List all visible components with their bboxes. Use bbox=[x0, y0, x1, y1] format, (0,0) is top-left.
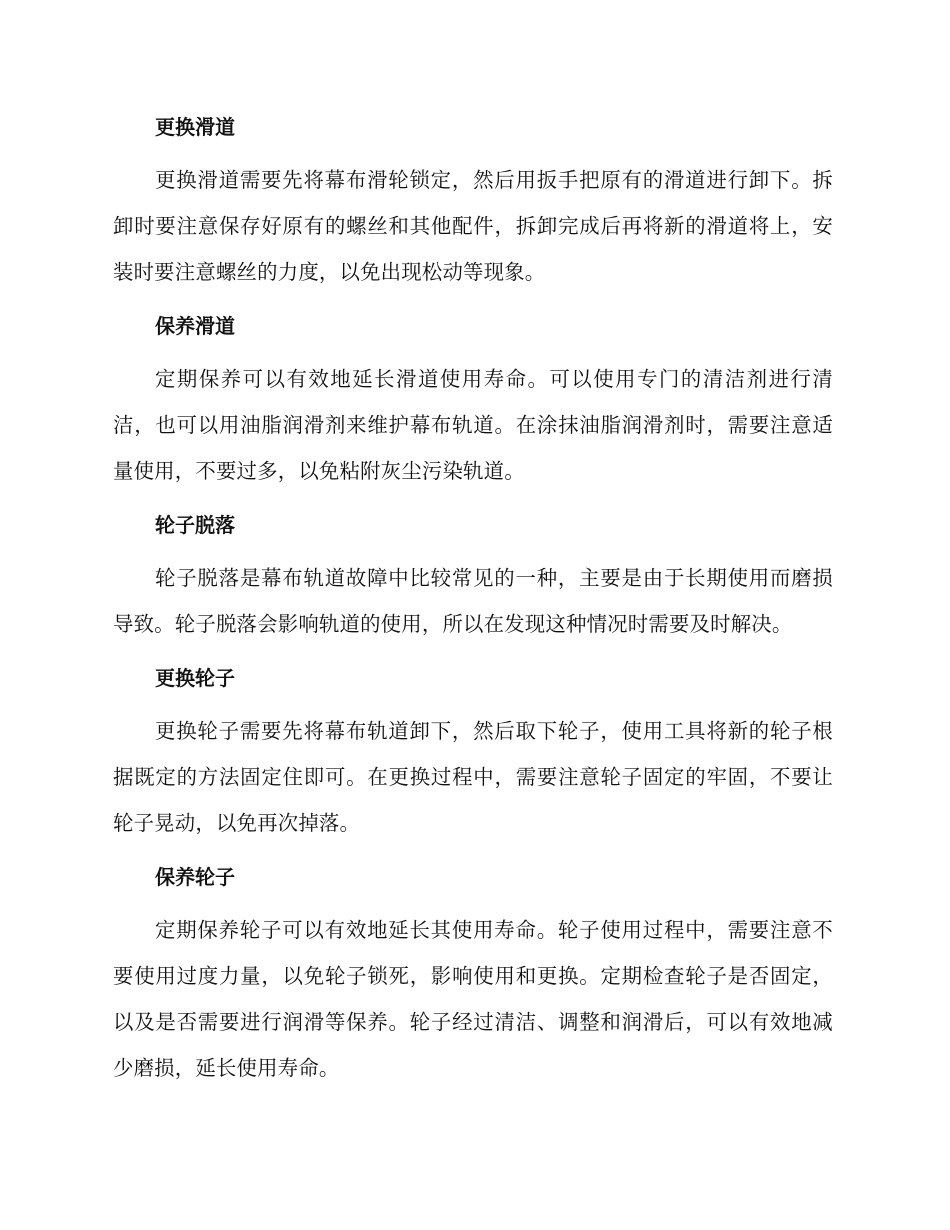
section-paragraph: 轮子脱落是幕布轨道故障中比较常见的一种，主要是由于长期使用而磨损导致。轮子脱落会影响轨道的使用，所以在发现这种情况时需要及时解决。 bbox=[113, 566, 833, 636]
section-maintain-wheel bbox=[113, 858, 833, 1091]
section-paragraph: 定期保养轮子可以有效地延长其使用寿命。轮子使用过程中，需要注意不要使用过度力量，以免轮子锁死，影响使用和更换。定期检查轮子是否固定，以及是否需要进行润滑等保养。轮子经过清洁、调整和润滑后，可以有效地减少磨损，延长使用寿命。 bbox=[113, 918, 833, 1080]
section-replace-wheel bbox=[113, 659, 833, 846]
section-wheel-detached bbox=[113, 506, 833, 647]
section-paragraph: 定期保养可以有效地延长滑道使用寿命。可以使用专门的清洁剂进行清洁，也可以用油脂润滑剂来维护幕布轨道。在涂抹油脂润滑剂时，需要注意适量使用，不要过多，以免粘附灰尘污染轨道。 bbox=[113, 367, 833, 483]
section-heading: 更换轮子 bbox=[155, 666, 235, 690]
section-heading: 更换滑道 bbox=[155, 115, 235, 139]
section-paragraph: 更换轮子需要先将幕布轨道卸下，然后取下轮子，使用工具将新的轮子根据既定的方法固定住即可。在更换过程中，需要注意轮子固定的牢固，不要让轮子晃动，以免再次掉落。 bbox=[113, 719, 833, 835]
section-maintain-slide-track bbox=[113, 307, 833, 494]
section-replace-slide-track bbox=[113, 108, 833, 295]
section-paragraph: 更换滑道需要先将幕布滑轮锁定，然后用扳手把原有的滑道进行卸下。拆卸时要注意保存好原有的螺丝和其他配件，拆卸完成后再将新的滑道将上，安装时要注意螺丝的力度，以免出现松动等现象。 bbox=[113, 168, 833, 284]
section-heading: 保养滑道 bbox=[155, 314, 235, 338]
document-body bbox=[113, 108, 833, 1103]
section-heading: 轮子脱落 bbox=[155, 513, 235, 537]
section-heading: 保养轮子 bbox=[155, 865, 235, 889]
